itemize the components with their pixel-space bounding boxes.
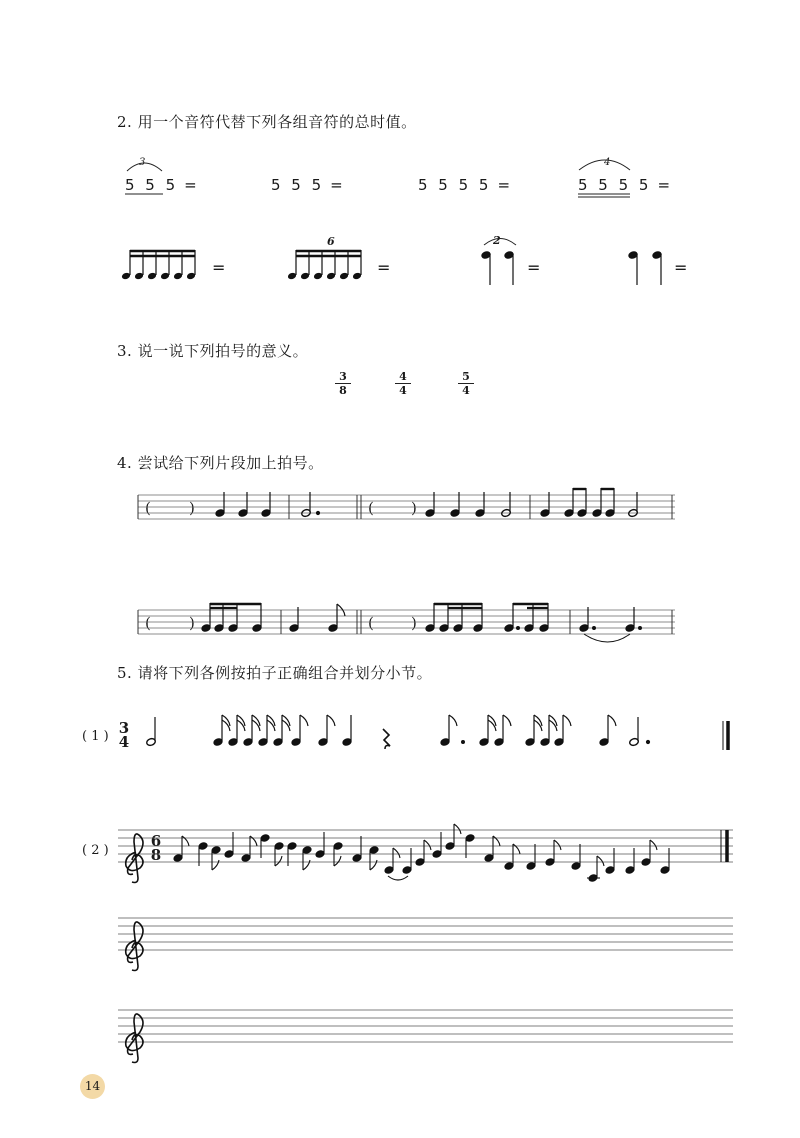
time-signature-3-4: 3 4	[118, 719, 130, 751]
time-signature-6-8: 6 8	[150, 832, 162, 864]
staff-example-2	[118, 830, 733, 862]
example-2-label: ( 2 )	[82, 843, 109, 858]
question-5-heading: 5. 请将下列各例按拍子正确组合并划分小节。	[117, 664, 433, 682]
equals-sign: =	[212, 258, 226, 277]
duplet-arc	[484, 239, 516, 246]
equals-sign: =	[674, 258, 688, 277]
duplet-number: 2	[493, 234, 501, 247]
question-4-heading: 4. 尝试给下列片段加上拍号。	[117, 454, 324, 472]
blank-open-paren: (	[368, 499, 374, 517]
equals-sign: =	[657, 176, 671, 194]
question-3-heading: 3. 说一说下列拍号的意义。	[117, 342, 309, 360]
equals-sign: =	[330, 176, 343, 194]
sixteenth-group-1	[121, 250, 196, 280]
equals-sign: =	[527, 258, 541, 277]
final-barline-ex1	[723, 721, 728, 750]
page-number: 14	[80, 1074, 105, 1099]
notes-q4-row2	[201, 603, 641, 642]
treble-clef-icon	[126, 922, 143, 971]
sixteenth-group-2	[287, 250, 362, 280]
treble-clef-icon	[126, 1014, 143, 1063]
blank-staff-2	[118, 1010, 733, 1042]
two-quarters	[628, 251, 662, 285]
example-2-notes	[173, 824, 670, 882]
time-signature-3-8: 3 8	[335, 371, 351, 396]
jianpu-notes: 5 5 5	[271, 176, 325, 194]
question-2-heading: 2. 用一个音符代替下列各组音符的总时值。	[117, 113, 417, 131]
tuplet-arc	[127, 163, 162, 171]
blank-open-paren: (	[368, 614, 374, 632]
time-signature-4-4: 4 4	[395, 371, 411, 396]
jianpu-notes: 5 5 5	[125, 176, 179, 194]
equals-sign: =	[184, 176, 197, 194]
tuplet-number: 4	[604, 157, 611, 168]
blank-open-paren: (	[145, 499, 151, 517]
treble-clef-icon	[126, 834, 143, 883]
blank-staff-1	[118, 918, 733, 950]
blank-close-paren: )	[189, 499, 195, 517]
duplet-quarters	[481, 251, 514, 285]
example-1-label: ( 1 )	[82, 729, 109, 744]
equals-sign: =	[377, 258, 391, 277]
example-1-notes	[146, 715, 650, 749]
blank-open-paren: (	[145, 614, 151, 632]
blank-close-paren: )	[189, 614, 195, 632]
jianpu-underlines	[125, 194, 630, 197]
tuplet-number: 3	[139, 157, 146, 168]
time-signature-5-4: 5 4	[458, 371, 474, 396]
jianpu-notes: 5 5 5 5	[418, 176, 492, 194]
blank-close-paren: )	[411, 499, 417, 517]
sextuplet-number: 6	[327, 235, 335, 248]
equals-sign: =	[497, 176, 511, 194]
jianpu-notes: 5 5 5 5	[578, 176, 652, 194]
tuplet-arc	[579, 160, 630, 170]
blank-close-paren: )	[411, 614, 417, 632]
